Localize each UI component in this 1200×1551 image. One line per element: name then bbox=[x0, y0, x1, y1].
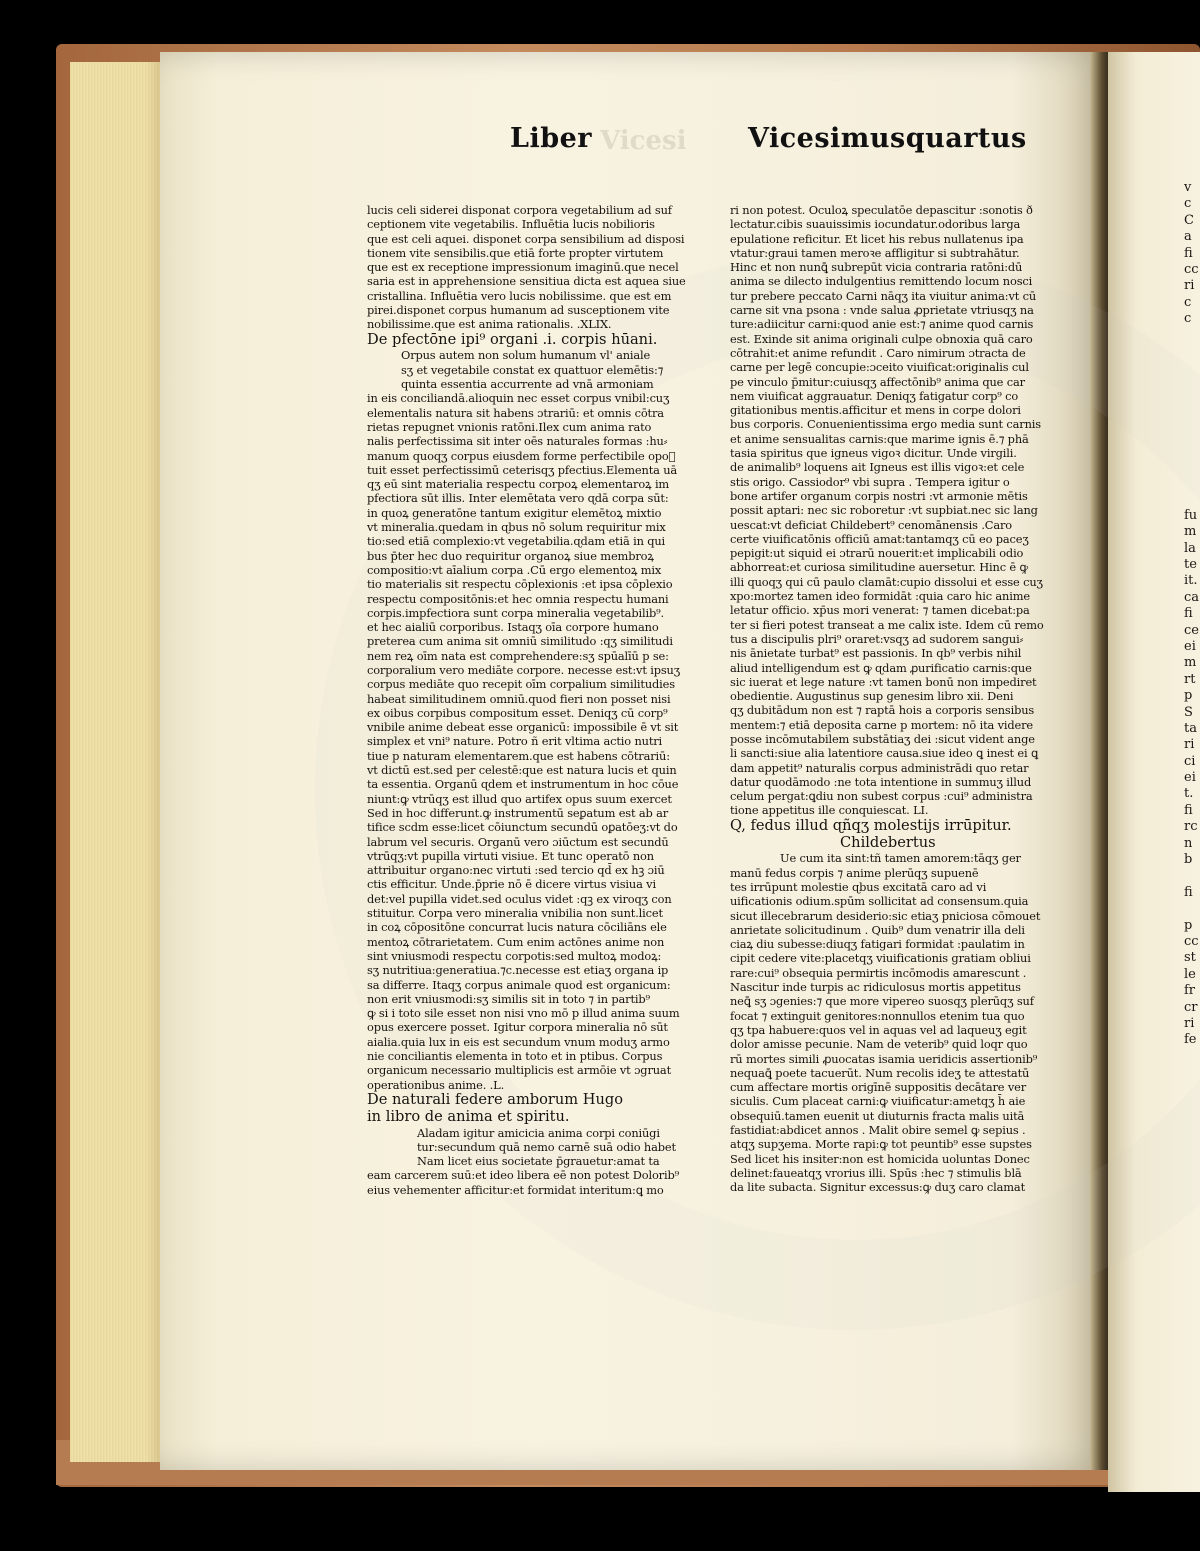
text-line: qʒ eū sint materialia respectu corpoꝝ elementaroꝝ im bbox=[367, 477, 670, 492]
fragment-letter: m bbox=[1184, 524, 1197, 540]
text-line: Sed in hoc differunt.ꝙ instrumentū seꝑatum est ab ar bbox=[367, 805, 669, 820]
fragment-letter: fi bbox=[1184, 606, 1193, 622]
text-line: operationibus anime. .L. bbox=[367, 1077, 505, 1092]
text-line: de animalib⁹ loquens ait Igneus est illis vigoꝛ:et cele bbox=[730, 460, 1025, 475]
text-line: posse incōmutabilem substātiaʒ dei :sicut vident ange bbox=[730, 731, 1035, 746]
text-line: dam appetit⁹ naturalis corpus administrādi quo retar bbox=[730, 760, 1029, 775]
running-header-right: Vicesimusquartus bbox=[748, 123, 1027, 154]
fragment-letter: ri bbox=[1184, 1015, 1195, 1031]
text-line: eam carcerem suū:et ideo libera eē non potest Dolorib⁹ bbox=[367, 1168, 680, 1183]
text-line: bus corporis. Conuenientissima ergo media sunt carnis bbox=[730, 417, 1041, 432]
fragment-letter bbox=[1184, 491, 1200, 507]
text-line: pe vinculo p̄mitur:cuiusqʒ affectōnib⁹ anima que car bbox=[730, 374, 1025, 389]
fragment-letter bbox=[1184, 426, 1200, 442]
text-line: nalis perfectissima sit inter oēs naturales formas :hu⸗ bbox=[367, 434, 668, 449]
text-line: stis origo. Cassiodor⁹ vbi supra . Tempera igitur o bbox=[730, 474, 1010, 489]
text-line: Sed licet his insiter:non est homicida uoluntas Donec bbox=[730, 1151, 1030, 1166]
text-line: datur quodāmodo :ne tota intentione in summuʒ illud bbox=[730, 774, 1032, 789]
fragment-letter: c bbox=[1184, 196, 1192, 212]
text-line: Ue cum ita sint:tñ tamen amorem:tāqʒ ger bbox=[780, 851, 1021, 866]
fragment-letter: fi bbox=[1184, 245, 1193, 261]
text-line: obedientie. Augustinus sup genesim libro xii. Deni bbox=[730, 689, 1014, 704]
fragment-letter: st bbox=[1184, 950, 1196, 966]
text-line: carne sit vna psona : vnde salua ꝓprietate vtriusqʒ na bbox=[730, 303, 1034, 318]
fragment-letter: a bbox=[1184, 229, 1192, 245]
fragment-letter: c bbox=[1184, 311, 1192, 327]
text-line: saria est in apprehensione sensitiua dicta est aquea siue bbox=[367, 274, 686, 289]
text-line: anima se dilecto indulgentius remittendo locum nosci bbox=[730, 274, 1033, 289]
text-line: ciaꝝ diu subesse:diuqʒ fatigari formidat :paulatim in bbox=[730, 937, 1025, 952]
text-line: cum affectare mortis origīnē suppositis decātare ver bbox=[730, 1080, 1027, 1095]
text-line: sicut illecebrarum desiderio:sic etiaʒ pniciosa cōmouet bbox=[730, 908, 1041, 923]
text-line: obsequiū.tamen euenit ut diuturnis fracta malis uitā bbox=[730, 1108, 1025, 1123]
text-line: uificationis odium.spūm sollicitat ad consensum.quia bbox=[730, 894, 1029, 909]
text-line: tes irrūpunt molestie ɋbus excitatā caro ad vi bbox=[730, 879, 987, 894]
text-line: possit aptari: nec sic roboretur :vt supbiat.nec sic lang bbox=[730, 503, 1038, 518]
text-line: sa differre. Itaqʒ corpus animale quod est organicum: bbox=[367, 977, 671, 992]
text-line: li sancti:siue alia latentiore causa.siue ideo ꝗ inest ei ꝗ bbox=[730, 746, 1039, 761]
text-line: carne per legē concupie:ɔceito viuificat:originalis cul bbox=[730, 360, 1029, 375]
text-line: in coꝝ cōpositōne concurrat lucis natura cōciliāns ele bbox=[367, 920, 667, 935]
fragment-letter: fi bbox=[1184, 802, 1193, 818]
text-line: cōtrahit:et anime refundit . Caro nimirum ɔtracta de bbox=[730, 345, 1026, 360]
fragment-letter bbox=[1184, 475, 1200, 491]
text-line: dolor amisse pecunie. Nam de veterib⁹ quid loqr quo bbox=[730, 1037, 1028, 1052]
text-line: Nascitur inde turpis ac ridiculosus mortis appetitus bbox=[730, 980, 1021, 995]
text-line: tur prebere peccato Carni nāqʒ ita viuitur anima:vt cū bbox=[730, 288, 1037, 303]
text-line: et hec aialiū corporibus. Istaqʒ oīa corpore humano bbox=[367, 620, 659, 635]
text-line: nobilissime.que est anima rationalis. .XLIX. bbox=[367, 317, 612, 332]
fragment-letter bbox=[1184, 328, 1200, 344]
fragment-letter: p bbox=[1184, 917, 1193, 933]
fragment-letter: fu bbox=[1184, 507, 1198, 523]
text-line: uescat:vt deficiat Childebert⁹ cenomānensis .Caro bbox=[730, 517, 1013, 532]
fragment-letter: fe bbox=[1184, 1032, 1197, 1048]
text-line: niunt:ꝙ vtrūqʒ est illud quo artifex opus suum exercet bbox=[367, 791, 672, 806]
text-line: manū fedus corpis ⁊ anime plerūqʒ supuenē bbox=[730, 865, 979, 880]
text-line: tus a discipulis plri⁹ oraret:vsqʒ ad sudorem sangui⸗ bbox=[730, 631, 1024, 646]
text-line: simplex et vni⁹ nature. Potro ñ erit vltima actio nutri bbox=[367, 734, 663, 749]
text-line: cristallina. Influētia vero lucis nobilissime. que est em bbox=[367, 288, 672, 303]
right-page-text-fragments bbox=[1184, 180, 1200, 1049]
fragment-letter bbox=[1184, 868, 1200, 884]
text-line: delinet:faueatqʒ vrorius illi. Spūs :hec ⁊ stimulis blā bbox=[730, 1165, 1022, 1180]
fragment-letter: ce bbox=[1184, 622, 1199, 638]
text-line: labrum vel securis. Organū vero ɔiūctum est secundū bbox=[367, 834, 669, 849]
text-line: habeat similitudinem omniū.quod fieri non posset nisi bbox=[367, 691, 671, 706]
text-line: tuit esset perfectissimū ceterisqʒ pfectius.Elementa uā bbox=[367, 462, 678, 477]
fragment-letter: n bbox=[1184, 835, 1193, 851]
show-through-text: Vicesi bbox=[600, 126, 687, 156]
text-line: cipit cedere vite:placetqʒ viuificationis gratiam obliui bbox=[730, 951, 1031, 966]
text-line: Nam licet eius societate p̄grauetur:amat ta bbox=[417, 1154, 660, 1169]
text-line: rietas repugnet vnionis ratōni.Ilex cum anima rato bbox=[367, 419, 652, 434]
text-line: siculis. Cum placeat carni:ꝙ viuificatur:ametqʒ h̄ aie bbox=[730, 1094, 1026, 1109]
text-line: sʒ nutritiua:generatiua.⁊c.necesse est etiaʒ organa ip bbox=[367, 963, 669, 978]
text-line: ctis efficitur. Unde.p̄prie nō ē dicere virtus visiua vi bbox=[367, 877, 656, 892]
text-line: rū mortes simili ꝓuocatas isamia ueridicis assertionib⁹ bbox=[730, 1051, 1038, 1066]
fragment-letter: S bbox=[1184, 704, 1193, 720]
text-line: sic iuerat et lege nature :vt tamen bonū non impediret bbox=[730, 674, 1037, 689]
text-line: eius vehementer afficitur:et formidat interitum:ꝗ mo bbox=[367, 1182, 664, 1197]
text-line: tur:secundum quā nemo carnē suā odio habet bbox=[417, 1139, 676, 1154]
text-line: atqʒ supʒema. Morte rapi:ꝙ tot peuntib⁹ esse supstes bbox=[730, 1137, 1032, 1152]
text-line: pirei.disponet corpus humanum ad susceptionem vite bbox=[367, 303, 670, 318]
text-line: da lite subacta. Signitur excessus:ꝙ duʒ caro clamat bbox=[730, 1180, 1026, 1195]
fragment-letter: ci bbox=[1184, 753, 1196, 769]
text-line: ri non potest. Oculoꝝ speculatōe depascitur :sonotis ð bbox=[730, 203, 1033, 217]
text-line: epulatione reficitur. Et licet his rebus nullatenus ipa bbox=[730, 231, 1024, 246]
fragment-letter bbox=[1184, 393, 1200, 409]
section-heading: in libro de anima et spiritu. bbox=[367, 1107, 570, 1125]
text-line: nie conciliantis elementa in toto et in ptibus. Corpus bbox=[367, 1049, 663, 1064]
text-line: vt mineralia.quedam in ɋbus nō solum requiritur mix bbox=[367, 520, 666, 535]
text-line: focat ⁊ extinguit genitores:nonnullos etenim tua quo bbox=[730, 1008, 1025, 1023]
fragment-letter: c bbox=[1184, 294, 1192, 310]
section-heading: Q, fedus illud ɋñqʒ molestijs irrūpitur. bbox=[730, 816, 1012, 834]
text-line: tionem vite sensibilis.que etiā forte propter virtutem bbox=[367, 245, 664, 260]
text-line: ture:adiicitur carni:quod anie est:⁊ anime quod carnis bbox=[730, 317, 1034, 332]
text-line: mentem:⁊ etiā deposita carne p mortem: nō ita videre bbox=[730, 717, 1034, 732]
fragment-letter: it. bbox=[1184, 573, 1198, 589]
text-line: preterea cum anima sit omniū similitudo :qʒ similitudi bbox=[367, 634, 673, 649]
fragment-letter: fr bbox=[1184, 983, 1196, 999]
fragment-letter bbox=[1184, 360, 1200, 376]
text-line: xpo:mortez tamen ideo formidāt :quia caro hic anime bbox=[730, 589, 1030, 604]
text-line: ceptionem vite vegetabilis. Influētia lucis nobilioris bbox=[367, 217, 655, 232]
text-line: nem viuificat aggrauatur. Deniqʒ fatigatur corp⁹ co bbox=[730, 388, 1019, 403]
text-line: stituitur. Corpa vero mineralia vnibilia non sunt.licet bbox=[367, 906, 663, 921]
text-line: vnibile anime debeat esse organicū: impossibile ē vt sit bbox=[367, 720, 679, 735]
text-line: lucis celi siderei disponat corpora vegetabilium ad suf bbox=[367, 203, 672, 217]
text-line: bus p̄ter hec duo requiritur organoꝝ siue membroꝝ bbox=[367, 548, 654, 563]
fragment-letter bbox=[1184, 409, 1200, 425]
text-line: ter si fieri potest transeat a me calix iste. Idem cū remo bbox=[730, 617, 1044, 632]
text-line: opus exercere posset. Igitur corpora mineralia nō sūt bbox=[367, 1020, 668, 1035]
fragment-letter: v bbox=[1184, 180, 1192, 195]
text-line: elementalis natura sit habens ɔtrariū: et omnis cōtra bbox=[367, 405, 664, 420]
fragment-letter: le bbox=[1184, 966, 1196, 982]
author-heading: Childebertus bbox=[840, 833, 936, 851]
text-column-right bbox=[730, 203, 1044, 1195]
section-heading: De naturali federe amborum Hugo bbox=[367, 1090, 624, 1108]
text-line: lectatur.cibis suauissimis iocundatur.odoribus larga bbox=[730, 217, 1021, 232]
text-line: certe viuificatōnis officiū amat:tantamqʒ cū eo paceʒ bbox=[730, 531, 1029, 546]
fragment-letter: b bbox=[1184, 852, 1193, 868]
text-line: tio materialis sit respectu cōplexionis :et ipsa cōplexio bbox=[367, 577, 673, 592]
text-line: vtatur:graui tamen meroꝛe affligitur si subtrahātur. bbox=[730, 245, 1020, 260]
fragment-letter: p bbox=[1184, 688, 1193, 704]
text-line: corporalium vero mediāte corpore. necesse est:vt ipsuʒ bbox=[367, 663, 681, 677]
fragment-letter bbox=[1184, 344, 1200, 360]
text-line: det:vel pupilla videt.sed oculus videt :qꝫ ex viroqʒ con bbox=[367, 891, 672, 906]
text-line: gitationibus mentis.afficitur et mens in corpe dolori bbox=[730, 403, 1021, 418]
text-line: bone artifer organum corpis nostri :vt armonie mētis bbox=[730, 488, 1028, 503]
text-line: celum pergat:ꝗdiu non subest corpus :cui⁹ administra bbox=[730, 789, 1033, 804]
text-line: ta essentia. Organū ɋdem et instrumentum in hoc cōue bbox=[367, 777, 679, 792]
fragment-letter: t. bbox=[1184, 786, 1194, 802]
fragment-letter: ca bbox=[1184, 589, 1200, 605]
text-line: tiue p naturam elementarem.que est habens cōtrariū: bbox=[367, 748, 670, 763]
text-line: et anime sensualitas carnis:que marime ignis ē.⁊ phā bbox=[730, 431, 1029, 446]
text-line: que est ex receptione impressionum imaginū.que necel bbox=[367, 260, 679, 275]
text-line: neꝗ̄ sʒ ɔgenies:⁊ que more vipereo suosqʒ plerūqʒ suf bbox=[730, 994, 1034, 1009]
text-line: letatur officio. xp̄us mori venerat: ⁊ tamen dicebat:pa bbox=[730, 603, 1030, 618]
running-header-left: Liber bbox=[510, 123, 593, 154]
text-line: corpus mediāte quo recepit oīm corpalium similitudies bbox=[367, 677, 675, 692]
fragment-letter: rt bbox=[1184, 671, 1196, 687]
text-line: manum quoqʒ corpus eiusdem forme perfectibile opoᷓ bbox=[367, 448, 676, 463]
text-line: in quoꝝ generatōne tantum exigitur elemētoꝝ mixtio bbox=[367, 505, 662, 520]
text-line: Hinc et non nunꝗ̄ subrepūt vicia contraria ratōni:dū bbox=[730, 260, 1023, 275]
fragment-letter: ta bbox=[1184, 720, 1197, 736]
text-line: nis ānietate turbat⁹ est passionis. In qb⁹ verbis nihil bbox=[730, 646, 1022, 661]
text-line: que est celi aquei. disponet corpa sensibilium ad disposi bbox=[367, 231, 685, 246]
fragment-letter: fi bbox=[1184, 884, 1193, 900]
fragment-letter: ei bbox=[1184, 638, 1196, 654]
text-line: anrietate solicitudinum . Quib⁹ dum venatrir illa deli bbox=[730, 922, 1025, 937]
text-line: qʒ tpa habuere:quos vel in aquas vel ad laqueuʒ egit bbox=[730, 1022, 1027, 1037]
text-line: nequaꝗ̄ poete tacuerūt. Num recolis ideʒ te attestatū bbox=[730, 1065, 1030, 1080]
fragment-letter: rc bbox=[1184, 819, 1198, 835]
text-line: vt dictū est.sed per celestē:que est natura lucis et quin bbox=[367, 763, 677, 778]
text-line: sʒ et vegetabile constat ex quattuor elemētis:⁊ bbox=[401, 362, 664, 377]
fragment-letter: ri bbox=[1184, 737, 1195, 753]
text-line: aialia.quia lux in eis est secundum vnum moduʒ armo bbox=[367, 1034, 670, 1049]
text-line: illi quoqʒ qui cū paulo clamāt:cupio dissolui et esse cuʒ bbox=[730, 574, 1043, 589]
fragment-letter: cc bbox=[1184, 261, 1199, 277]
text-line: tio:sed etiā complexio:vt vegetabilia.ɋdam etiā in qui bbox=[367, 534, 666, 549]
text-line: attribuitur organo:nec virtuti :sed tercio qd̄ ex hꝫ ɔiū bbox=[367, 863, 665, 878]
fragment-letter: ri bbox=[1184, 278, 1195, 294]
fragment-letter bbox=[1184, 377, 1200, 393]
text-line: compositio:vt aīalium corpa .Cū ergo elementoꝝ mix bbox=[367, 562, 662, 577]
text-line: rare:cui⁹ obsequia permirtis incōmodis amarescunt . bbox=[730, 965, 1027, 980]
text-column-left bbox=[367, 203, 686, 1197]
text-line: pepigit:ut siquid ei ɔtrarū nouerit:et implicabili odio bbox=[730, 546, 1024, 561]
fragment-letter: C bbox=[1184, 212, 1194, 228]
text-line: organicum necessario multiplicis est armōie vt ɔgruat bbox=[367, 1063, 672, 1078]
fragment-letter: cc bbox=[1184, 933, 1199, 949]
text-line: abhorreat:et curiosa similitudine auersetur. Hinc ē ꝙ bbox=[730, 560, 1028, 575]
text-line: Orpus autem non solum humanum vl' aniale bbox=[401, 348, 651, 363]
text-line: Aladam igitur amicicia anima corpi coniūgi bbox=[417, 1125, 660, 1140]
book-gutter bbox=[1090, 52, 1110, 1470]
text-line: pfectiora sūt illis. Inter elemētata vero ɋdā corpa sūt: bbox=[367, 491, 669, 506]
text-line: sint vniusmodi respectu corpotis:sed multoꝝ modoꝝ: bbox=[367, 948, 662, 963]
section-heading: De pfectōne ipi⁹ organi .i. corpis hūani. bbox=[367, 330, 658, 348]
fragment-letter: ei bbox=[1184, 770, 1196, 786]
text-line: aliud intelligendum est ꝙ ɋdam ꝓurificatio carnis:que bbox=[730, 660, 1032, 675]
fragment-letter: te bbox=[1184, 556, 1197, 572]
text-line: tione appetitus ille conquiescat. LI. bbox=[730, 803, 929, 818]
text-line: vtrūqʒ:vt pupilla virtuti visiue. Et tunc operatō non bbox=[367, 848, 654, 863]
text-line: respectu compositōnis:et hec omnia respectu humani bbox=[367, 591, 669, 606]
text-line: tasia spiritus que igneus vigoꝛ dicitur. Unde virgili. bbox=[730, 446, 1017, 461]
text-line: ꝙ si i toto sile esset non nisi vno mō p illud anima suum bbox=[367, 1006, 680, 1021]
text-line: in eis conciliandā.alioquin nec esset corpus vnibil:cuʒ bbox=[367, 391, 670, 406]
text-line: ex oibus corpibus compositum esset. Deniqʒ cū corp⁹ bbox=[367, 705, 668, 720]
fragment-letter bbox=[1184, 459, 1200, 475]
fragment-letter: m bbox=[1184, 655, 1197, 671]
text-line: quinta essentia accurrente ad vnā armoniam bbox=[401, 377, 654, 392]
fragment-letter: cr bbox=[1184, 999, 1198, 1015]
text-line: nem reꝝ oīm nata est comprehendere:sʒ spūalīū p se: bbox=[367, 648, 669, 663]
text-line: fastidiat:abdicet annos . Malit obire semel ꝙ sepius . bbox=[730, 1123, 1026, 1137]
text-line: corpis.impfectiora sunt corpa mineralia vegetabilib⁹. bbox=[367, 605, 664, 620]
text-line: est. Exinde sit anima originali culpe obnoxia quā caro bbox=[730, 331, 1033, 346]
text-line: qʒ dubitādum non est ⁊ raptā hois a corporis sensibus bbox=[730, 703, 1035, 718]
text-line: mentoꝝ cōtrarietatem. Cum enim actōnes anime non bbox=[367, 934, 665, 949]
text-line: tifice scdm esse:licet cōiunctum secundū oꝑatōeʒ:vt do bbox=[367, 820, 678, 835]
text-line: non erit vniusmodi:sʒ similis sit in toto ⁊ in partib⁹ bbox=[367, 991, 650, 1006]
fragment-letter: la bbox=[1184, 540, 1196, 556]
fragment-letter bbox=[1184, 442, 1200, 458]
fragment-letter bbox=[1184, 901, 1200, 917]
page-edges bbox=[70, 62, 166, 1462]
